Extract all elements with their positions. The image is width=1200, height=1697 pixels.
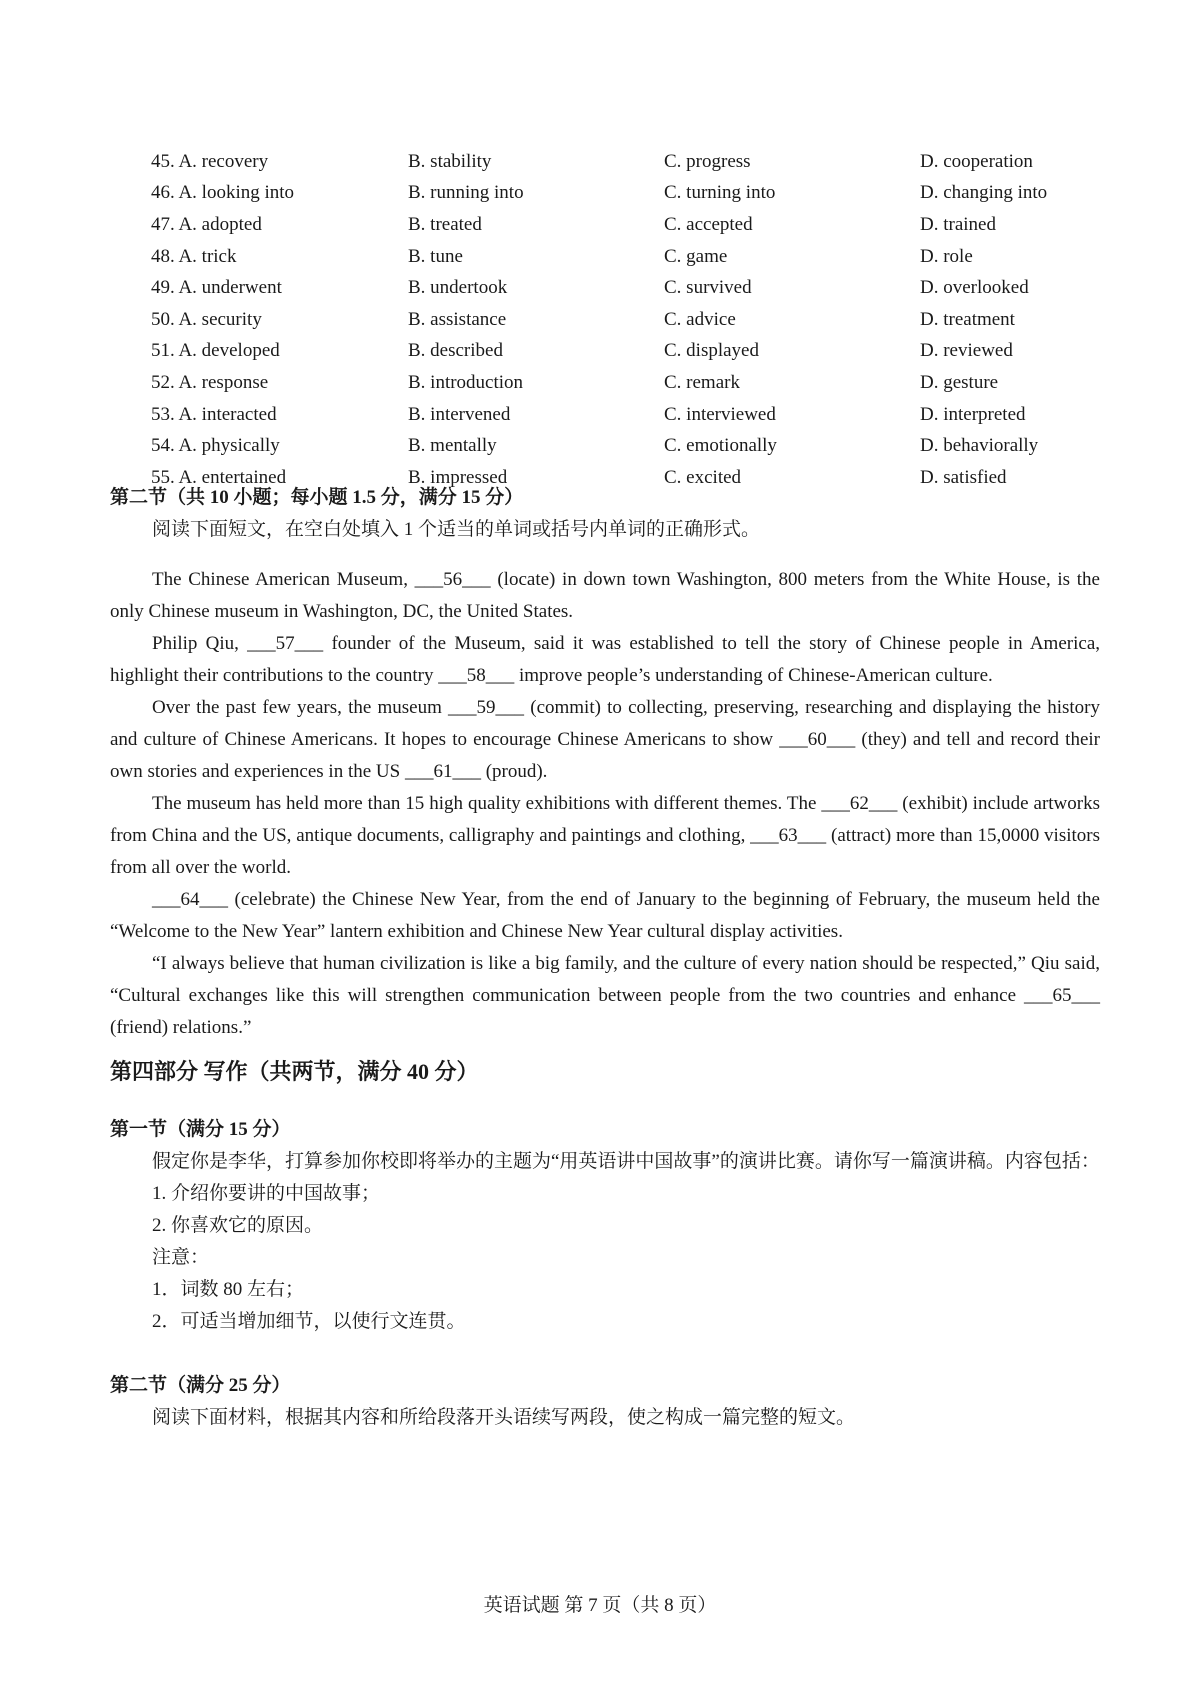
option-choice: B. described [408, 340, 503, 362]
option-choice: 53. A. interacted [151, 403, 277, 425]
section2-heading [110, 482, 1100, 546]
part-heading: 第四部分 写作（共两节，满分 40 分） [110, 1059, 479, 1084]
option-choice: C. accepted [664, 213, 753, 235]
option-choice: D. gesture [920, 371, 999, 393]
option-choice: C. excited [664, 466, 742, 488]
section-instruction: 阅读下面材料，根据其内容和所给段落开头语续写两段，使之构成一篇完整的短文。 [152, 1407, 856, 1428]
option-choice: C. interviewed [664, 403, 776, 425]
note-label: 注意： [152, 1247, 210, 1268]
part4-heading-block [110, 1056, 1100, 1088]
option-choice: D. interpreted [920, 403, 1026, 425]
option-table [151, 146, 1091, 494]
option-choice: D. behaviorally [920, 435, 1039, 457]
option-choice: B. introduction [408, 371, 524, 393]
passage-paragraph: “I always believe that human civilization is like a big family, and the culture of every nation should be respected,” Qiu said, “Cultural exchanges like this will strengthen communication between people from the two countries and enhance ___65___ (friend) relations.” [110, 953, 1100, 1038]
option-choice: 48. A. trick [151, 245, 237, 267]
option-row [151, 336, 1091, 368]
option-choice: D. cooperation [920, 150, 1033, 172]
writing-item: 2. 你喜欢它的原因。 [152, 1215, 324, 1236]
writing-note: 2．可适当增加细节，以使行文连贯。 [152, 1311, 466, 1332]
option-choice: 45. A. recovery [151, 150, 269, 172]
option-choice: B. stability [408, 150, 492, 172]
section-heading: 第二节（满分 25 分） [110, 1375, 291, 1396]
option-choice: C. turning into [664, 182, 776, 204]
writing-prompt: 假定你是李华，打算参加你校即将举办的主题为“用英语讲中国故事”的演讲比赛。请你写一篇演讲稿。内容包括： [152, 1151, 1100, 1172]
option-choice: 52. A. response [151, 371, 269, 393]
page-footer: 英语试题 第 7 页（共 8 页） [483, 1595, 717, 1616]
writing-section2 [110, 1370, 1100, 1434]
option-choice: D. treatment [920, 308, 1015, 330]
passage-paragraph: ___64___ (celebrate) the Chinese New Year, from the end of January to the beginning of February, the museum held the “Welcome to the New Year” lantern exhibition and Chinese New Year cultural display activities. [110, 889, 1100, 942]
option-choice: C. progress [664, 150, 751, 172]
option-choice: C. emotionally [664, 435, 777, 457]
option-choice: C. displayed [664, 340, 759, 362]
option-choice: D. role [920, 245, 973, 267]
passage-paragraph: Over the past few years, the museum ___59___ (commit) to collecting, preserving, researching and displaying the history and culture of Chinese Americans. It hopes to encourage Chinese Americans to show ___60___ (they) and tell and record their own stories and experiences in the US ___61___ (proud). [110, 697, 1100, 782]
writing-item: 1. 介绍你要讲的中国故事； [152, 1183, 381, 1204]
passage-paragraph: The Chinese American Museum, ___56___ (locate) in down town Washington, 800 meters from the White House, is the only Chinese museum in Washington, DC, the United States. [110, 569, 1100, 622]
option-choice: C. advice [664, 308, 736, 330]
option-choice: 55. A. entertained [151, 466, 287, 488]
option-choice: C. remark [664, 371, 740, 393]
option-choice: 46. A. looking into [151, 182, 295, 204]
option-choice: B. intervened [408, 403, 511, 425]
option-choice: D. trained [920, 213, 996, 235]
option-choice: D. changing into [920, 182, 1048, 204]
option-choice: C. game [664, 245, 728, 267]
passage-paragraph: Philip Qiu, ___57___ founder of the Museum, said it was established to tell the story of Chinese people in America, highlight their contributions to the country ___58___ improve people’s understanding of Chinese-American culture. [110, 633, 1100, 686]
option-row [151, 241, 1091, 273]
option-choice: D. overlooked [920, 277, 1029, 299]
option-choice: 51. A. developed [151, 340, 280, 362]
option-row [151, 146, 1091, 178]
option-choice: 54. A. physically [151, 435, 280, 457]
option-choice: D. satisfied [920, 466, 1007, 488]
option-choice: C. survived [664, 277, 752, 299]
option-row [151, 304, 1091, 336]
option-choice: 50. A. security [151, 308, 262, 330]
option-row [151, 367, 1091, 399]
option-row [151, 209, 1091, 241]
passage-paragraph: The museum has held more than 15 high quality exhibitions with different themes. The ___62___ (exhibit) include artworks from China and the US, antique documents, calligraphy and paintings and clothing, ___63___ (attract) more than 15,0000 visitors from all over the world. [110, 793, 1100, 878]
writing-note: 1．词数 80 左右； [152, 1279, 305, 1300]
cloze-passage [110, 564, 1100, 1044]
writing-section1 [110, 1114, 1100, 1338]
option-row [151, 430, 1091, 462]
option-choice: B. running into [408, 182, 524, 204]
option-choice: 49. A. underwent [151, 277, 282, 299]
option-row [151, 178, 1091, 210]
section-instruction: 阅读下面短文，在空白处填入 1 个适当的单词或括号内单词的正确形式。 [152, 519, 761, 540]
option-choice: B. tune [408, 245, 463, 267]
option-choice: 47. A. adopted [151, 213, 262, 235]
option-choice: B. undertook [408, 277, 508, 299]
option-row [151, 399, 1091, 431]
option-choice: B. treated [408, 213, 482, 235]
option-choice: B. assistance [408, 308, 507, 330]
option-choice: B. mentally [408, 435, 497, 457]
option-choice: B. impressed [408, 466, 508, 488]
option-choice: D. reviewed [920, 340, 1013, 362]
section-heading: 第二节（共 10 小题；每小题 1.5 分，满分 15 分） [110, 487, 524, 508]
option-row [151, 272, 1091, 304]
section-heading: 第一节（满分 15 分） [110, 1119, 291, 1140]
